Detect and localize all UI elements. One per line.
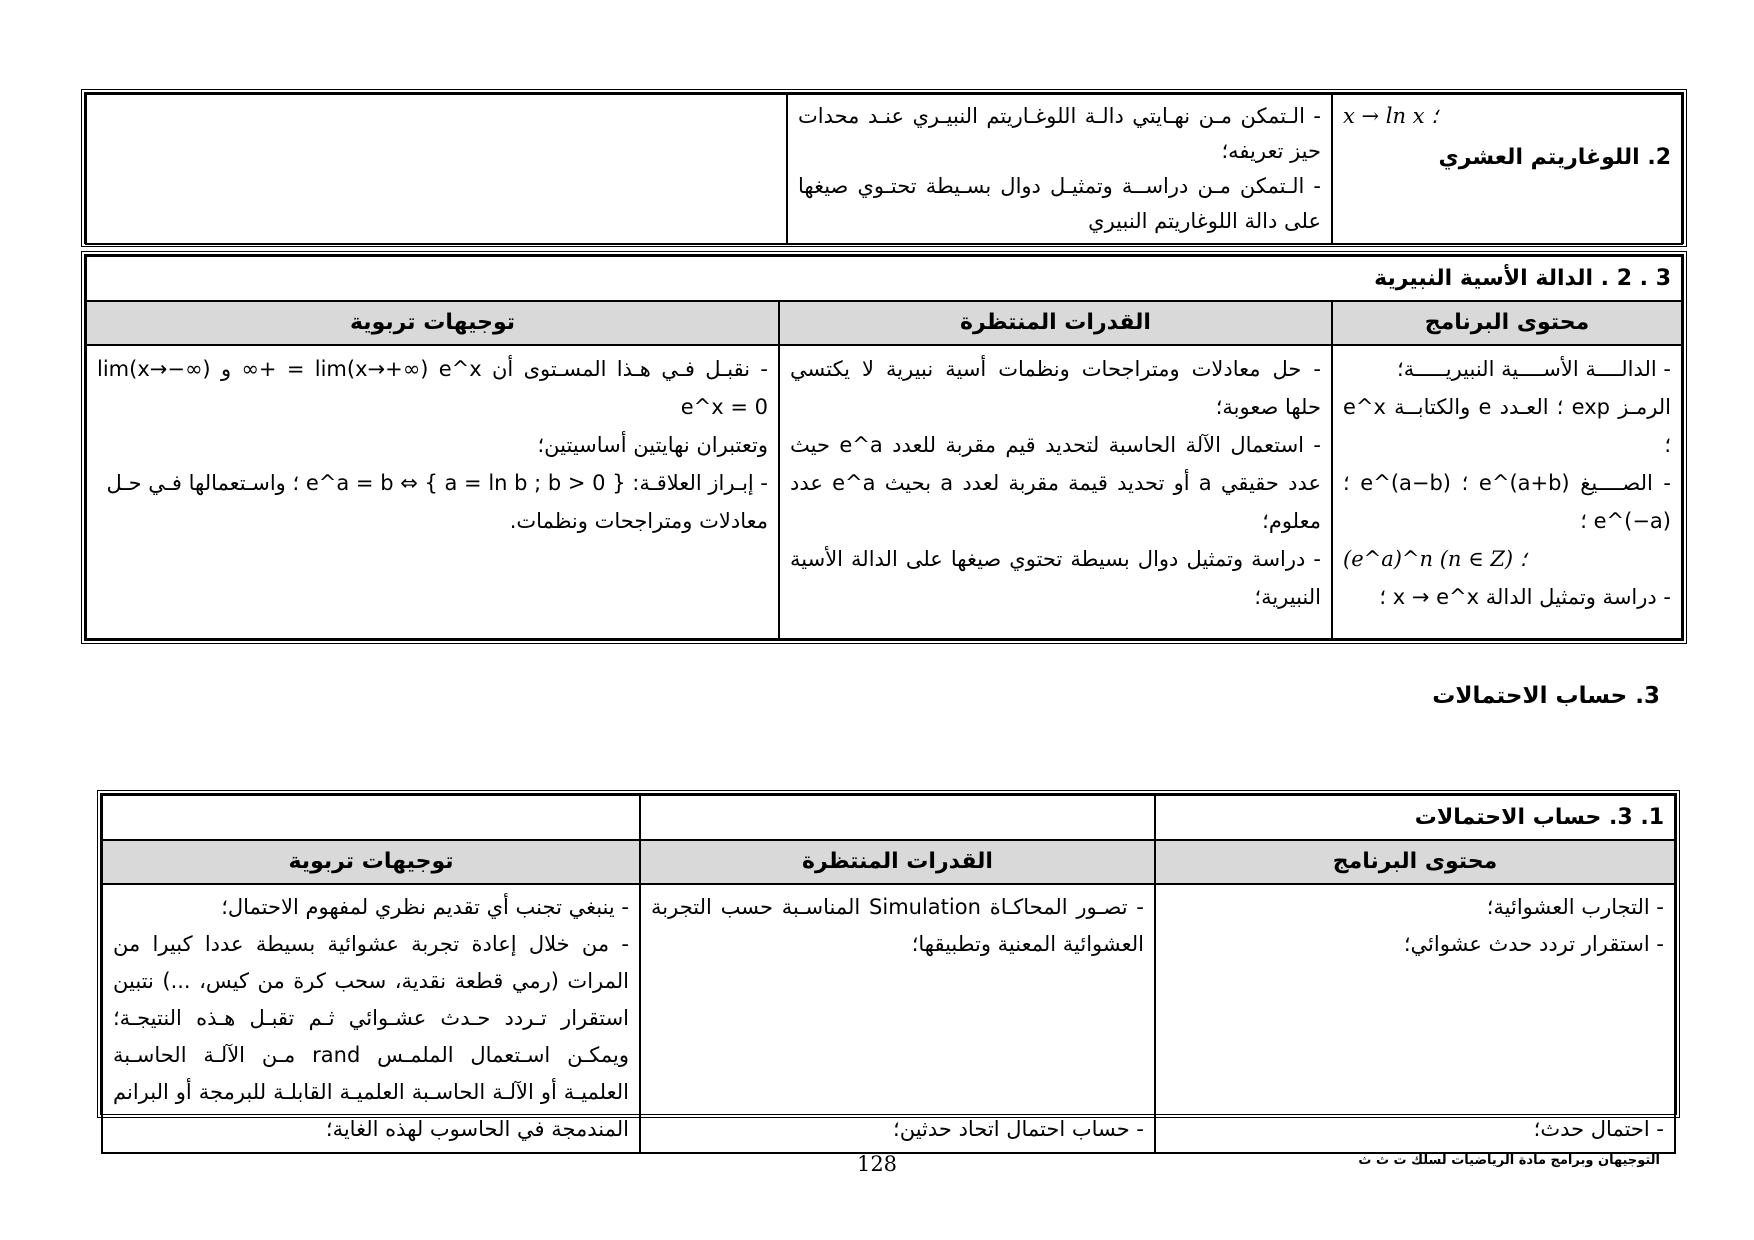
table-logarithm <box>81 89 1687 247</box>
content-item: - الصــــيغ e^(a+b) ؛ e^(a−b) ؛ e^(−a) ؛ <box>1343 471 1672 533</box>
guidance-item: - إبـراز العلاقـة: e^a = b ⇔ { a = ln b ; b > 0 } ؛ واسـتعمالها فـي حـل <box>106 471 768 495</box>
ability-item: - دراسة وتمثيل دوال بسيطة تحتوي صيغها على الدالة الأسية النبيرية؛ <box>790 547 1321 609</box>
guidance-item: - من خلال إعادة تجربة عشوائية بسيطة عددا كبيرا من المرات (رمي قطعة نقدية، سحب كرة من كيس، ...) نتبين استقرار تـردد حـدث عشـوائي ثـم تقبـل هـذه النتيجـة؛ ويمكـن اسـتعمال الملمـس rand مـن الآلـة الحاسـبة العلميـة أو الآلـة الحاسـبة العلميـة القابلـة للبرمجة أو البرانم المندمجة في الحاسوب لهذه الغاية؛ <box>113 932 629 1141</box>
table-row <box>86 256 1682 301</box>
abilities-cell <box>779 345 1332 639</box>
content-cell <box>1332 345 1682 639</box>
empty-cell <box>102 795 640 840</box>
guidance-item: - ينبغي تجنب أي تقديم نظري لمفهوم الاحتمال؛ <box>221 895 629 919</box>
content-cell <box>1155 884 1675 1153</box>
ability-item: - الـتمكن مـن نهـايتي دالـة اللوغـاريتم النبيـري عنـد محدات حيز تعريفه؛ <box>798 104 1321 163</box>
ability-item: - حل معادلات ومتراجحات ونظمات أسية نبيرية لا يكتسي حلها صعوبة؛ <box>790 357 1321 419</box>
table-row <box>86 345 1682 639</box>
content-item: - الدالــــة الأســــية النبيريـــــة؛ <box>1397 357 1671 381</box>
section-heading: 3. حساب الاحتمالات <box>1432 683 1660 709</box>
header-content: محتوى البرنامج <box>1155 840 1675 884</box>
table-probability <box>97 790 1680 1141</box>
header-content: محتوى البرنامج <box>1332 301 1682 345</box>
guidance-item: وتعتبران نهايتين أساسيتين؛ <box>537 433 768 457</box>
header-guidance: توجيهات تربوية <box>102 840 640 884</box>
header-guidance: توجيهات تربوية <box>86 301 779 345</box>
ability-item: - الـتمكن مـن دراســة وتمثيـل دوال بسـيطة تحتـوي صيغها على دالة اللوغاريتم النبيري <box>798 174 1321 233</box>
empty-cell <box>640 795 1155 840</box>
section-title: 1. 3. حساب الاحتمالات <box>1155 795 1675 840</box>
table-row <box>102 795 1675 840</box>
content-item: - دراسة وتمثيل الدالة x → e^x ؛ <box>1379 585 1671 609</box>
content-item: - استقرار تردد حدث عشوائي؛ <box>1403 932 1664 956</box>
table-exponential <box>81 251 1687 644</box>
abilities-cell <box>787 94 1332 244</box>
content-item: - احتمال حدث؛ <box>1533 1117 1664 1141</box>
abilities-cell <box>640 884 1155 1153</box>
content-cell <box>1332 94 1682 244</box>
table-row <box>86 94 1682 244</box>
content-item: (e^a)^n (n ∈ Z) ؛ <box>1343 547 1527 571</box>
content-item: - التجارب العشوائية؛ <box>1486 895 1664 919</box>
guidance-cell <box>102 884 640 1153</box>
content-item: الرمـز exp ؛ العـدد e والكتابــة e^x ؛ <box>1343 395 1672 457</box>
ability-item: - تصـور المحاكـاة Simulation المناسـبة حسب التجربة العشوائية المعنية وتطبيقها؛ <box>651 895 1144 956</box>
page-number: 128 <box>856 1152 898 1176</box>
guidance-cell <box>86 345 779 639</box>
function-ln: x → ln x ؛ <box>1343 104 1438 128</box>
guidance-cell <box>86 94 787 244</box>
guidance-item: معادلات ومتراجحات ونظمات. <box>509 509 768 533</box>
section-title: 3 . 2 . الدالة الأسية النبيرية <box>86 256 1682 301</box>
table-row <box>102 884 1675 1153</box>
guidance-item: - نقبـل فـي هـذا المسـتوى أن lim(x→+∞) e^x = +∞ و lim(x→−∞) e^x = 0 <box>97 357 768 419</box>
item-decimal-log: 2. اللوغاريتم العشري <box>1438 145 1671 170</box>
footer-text: التوجيهان وبرامج مادة الرياضيات لسلك ت ث ث <box>1358 1153 1660 1168</box>
header-abilities: القدرات المنتظرة <box>640 840 1155 884</box>
header-abilities: القدرات المنتظرة <box>779 301 1332 345</box>
header-row <box>102 840 1675 884</box>
ability-item: - استعمال الآلة الحاسبة لتحديد قيم مقربة للعدد e^a حيث عدد حقيقي a أو تحديد قيمة مقربة لعدد a بحيث e^a عدد معلوم؛ <box>790 433 1322 533</box>
header-row <box>86 301 1682 345</box>
ability-item: - حساب احتمال اتحاد حدثين؛ <box>893 1117 1144 1141</box>
